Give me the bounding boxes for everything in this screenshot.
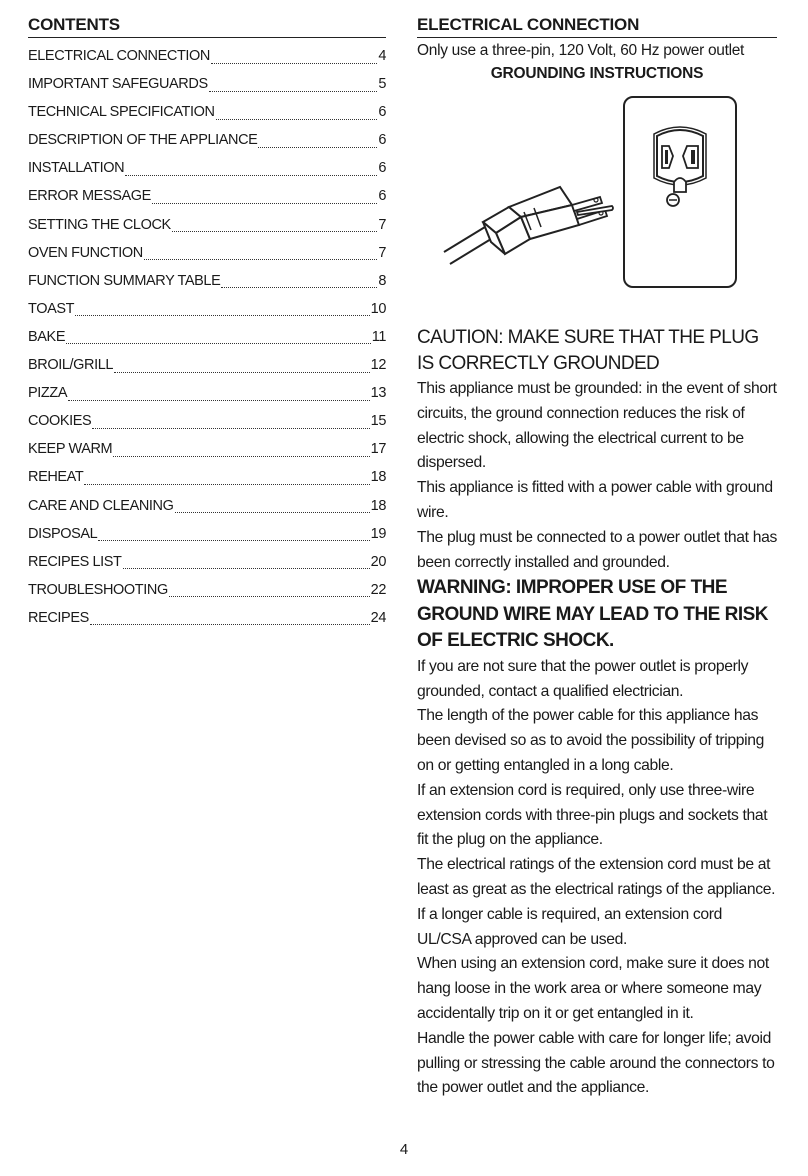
toc-entry-page: 6 xyxy=(378,188,386,205)
toc-entry-label: TROUBLESHOOTING xyxy=(28,581,168,598)
toc-entry-page: 8 xyxy=(378,272,386,289)
paragraph-hanging-cord: When using an extension cord, make sure it does not hang loose in the work area or where someone may accidentally trip on it or get entangled in it. xyxy=(417,955,769,1023)
toc-entry-page: 17 xyxy=(370,441,386,458)
paragraph-outlet: The plug must be connected to a power outlet that has been correctly installed and grounded. xyxy=(417,528,777,571)
toc-entry-page: 6 xyxy=(378,132,386,149)
paragraph-cable-care: Handle the power cable with care for longer life; avoid pulling or stressing the cable around the connectors to the power outlet and the appliance. xyxy=(417,1029,775,1097)
contents-heading: CONTENTS xyxy=(28,15,386,38)
toc-entry-label: ERROR MESSAGE xyxy=(28,188,151,205)
toc-entry[interactable] xyxy=(28,520,386,548)
toc-dot-leader xyxy=(221,287,377,288)
toc-entry-label: PIZZA xyxy=(28,385,68,402)
toc-entry-page: 19 xyxy=(370,525,386,542)
plug-and-outlet-illustration xyxy=(417,94,777,309)
toc-dot-leader xyxy=(114,372,370,373)
toc-entry[interactable] xyxy=(28,295,386,323)
toc-dot-leader xyxy=(211,63,377,64)
electrical-connection-heading: ELECTRICAL CONNECTION xyxy=(417,15,777,38)
toc-dot-leader xyxy=(216,119,378,120)
toc-entry[interactable] xyxy=(28,463,386,491)
toc-entry[interactable] xyxy=(28,576,386,604)
toc-entry[interactable] xyxy=(28,98,386,126)
toc-entry[interactable] xyxy=(28,323,386,351)
toc-entry-page: 4 xyxy=(378,48,386,64)
toc-dot-leader xyxy=(123,568,370,569)
toc-entry-label: KEEP WARM xyxy=(28,441,113,458)
toc-entry-label: RECIPES LIST xyxy=(28,553,122,570)
toc-entry-page: 20 xyxy=(370,553,386,570)
toc-entry-label: DISPOSAL xyxy=(28,525,98,542)
toc-dot-leader xyxy=(169,596,370,597)
toc-entry-label: ELECTRICAL CONNECTION xyxy=(28,48,211,64)
toc-dot-leader xyxy=(75,315,370,316)
toc-entry[interactable] xyxy=(28,379,386,407)
toc-entry-label: BROIL/GRILL xyxy=(28,357,114,374)
toc-dot-leader xyxy=(125,175,377,176)
caution-heading: CAUTION: MAKE SURE THAT THE PLUG IS CORRECTLY GROUNDED xyxy=(417,327,759,374)
toc-entry[interactable] xyxy=(28,239,386,267)
paragraph-ground-wire: This appliance is fitted with a power cable with ground wire. xyxy=(417,479,773,521)
toc-entry-page: 13 xyxy=(370,385,386,402)
toc-dot-leader xyxy=(68,400,370,401)
toc-entry[interactable] xyxy=(28,267,386,295)
toc-entry-page: 10 xyxy=(370,300,386,317)
toc-entry[interactable] xyxy=(28,548,386,576)
power-outlet-note: Only use a three-pin, 120 Volt, 60 Hz power outlet xyxy=(417,42,745,59)
toc-dot-leader xyxy=(175,512,370,513)
toc-entry[interactable] xyxy=(28,126,386,154)
paragraph-grounding: This appliance must be grounded: in the event of short circuits, the ground connection reduces the risk of electric shock, allowing the electrical current to be dispersed. xyxy=(417,380,777,472)
toc-dot-leader xyxy=(92,428,369,429)
contents-column xyxy=(28,15,386,632)
toc-entry-page: 12 xyxy=(370,357,386,374)
toc-entry-page: 6 xyxy=(378,104,386,121)
toc-dot-leader xyxy=(84,484,369,485)
toc-entry[interactable] xyxy=(28,211,386,239)
toc-entry-page: 6 xyxy=(378,160,386,177)
toc-dot-leader xyxy=(172,231,378,232)
toc-entry-page: 11 xyxy=(371,328,386,345)
toc-entry-label: TOAST xyxy=(28,300,75,317)
toc-entry[interactable] xyxy=(28,42,386,70)
paragraph-longer-cable: If a longer cable is required, an extension cord UL/CSA approved can be used. xyxy=(417,905,722,948)
page-number: 4 xyxy=(399,1141,409,1158)
toc-entry-label: REHEAT xyxy=(28,469,84,486)
toc-entry[interactable] xyxy=(28,435,386,463)
toc-entry-page: 24 xyxy=(370,609,386,626)
toc-entry-label: COOKIES xyxy=(28,413,92,430)
toc-dot-leader xyxy=(144,259,377,260)
toc-dot-leader xyxy=(113,456,369,457)
paragraph-extension-cord: If an extension cord is required, only use three-wire extension cords with three-pin plugs and sockets that fit the plug on the appliance. xyxy=(417,781,768,849)
toc-entry[interactable] xyxy=(28,70,386,98)
toc-entry-page: 22 xyxy=(370,581,386,598)
table-of-contents xyxy=(28,42,386,632)
paragraph-cable-length: The length of the power cable for this appliance has been devised so as to avoid the possibility of tripping on or getting entangled in a long cable. xyxy=(417,707,765,775)
grounding-instructions-heading: GROUNDING INSTRUCTIONS xyxy=(490,65,704,82)
toc-entry-label: TECHNICAL SPECIFICATION xyxy=(28,104,215,121)
toc-entry-label: BAKE xyxy=(28,328,66,345)
paragraph-electrician: If you are not sure that the power outlet is properly grounded, contact a qualified electrician. xyxy=(417,657,749,700)
toc-dot-leader xyxy=(98,540,369,541)
toc-dot-leader xyxy=(66,343,371,344)
toc-entry-page: 18 xyxy=(370,469,386,486)
toc-entry-page: 7 xyxy=(378,244,386,261)
toc-entry[interactable] xyxy=(28,351,386,379)
toc-entry[interactable] xyxy=(28,407,386,435)
plug-outlet-icon xyxy=(417,94,777,309)
toc-entry[interactable] xyxy=(28,604,386,632)
toc-entry[interactable] xyxy=(28,492,386,520)
toc-entry-page: 15 xyxy=(370,413,386,430)
toc-entry-label: FUNCTION SUMMARY TABLE xyxy=(28,272,221,289)
toc-entry-label: DESCRIPTION OF THE APPLIANCE xyxy=(28,132,258,149)
toc-entry-page: 18 xyxy=(370,497,386,514)
toc-dot-leader xyxy=(209,91,378,92)
paragraph-electrical-ratings: The electrical ratings of the extension cord must be at least as great as the electrical ratings of the appliance. xyxy=(417,856,776,899)
toc-dot-leader xyxy=(258,147,377,148)
toc-entry-label: RECIPES xyxy=(28,609,89,626)
electrical-connection-column xyxy=(417,15,777,1101)
toc-entry-label: CARE AND CLEANING xyxy=(28,497,174,514)
toc-entry-label: INSTALLATION xyxy=(28,160,125,177)
toc-entry[interactable] xyxy=(28,182,386,210)
toc-entry-label: OVEN FUNCTION xyxy=(28,244,143,261)
toc-dot-leader xyxy=(152,203,377,204)
toc-entry-page: 5 xyxy=(378,76,386,93)
toc-entry-label: IMPORTANT SAFEGUARDS xyxy=(28,76,208,93)
toc-entry-page: 7 xyxy=(378,216,386,233)
toc-dot-leader xyxy=(90,624,370,625)
toc-entry[interactable] xyxy=(28,154,386,182)
warning-heading: WARNING: IMPROPER USE OF THE GROUND WIRE MAY LEAD TO THE RISK OF ELECTRIC SHOCK. xyxy=(417,577,769,652)
toc-entry-label: SETTING THE CLOCK xyxy=(28,216,171,233)
